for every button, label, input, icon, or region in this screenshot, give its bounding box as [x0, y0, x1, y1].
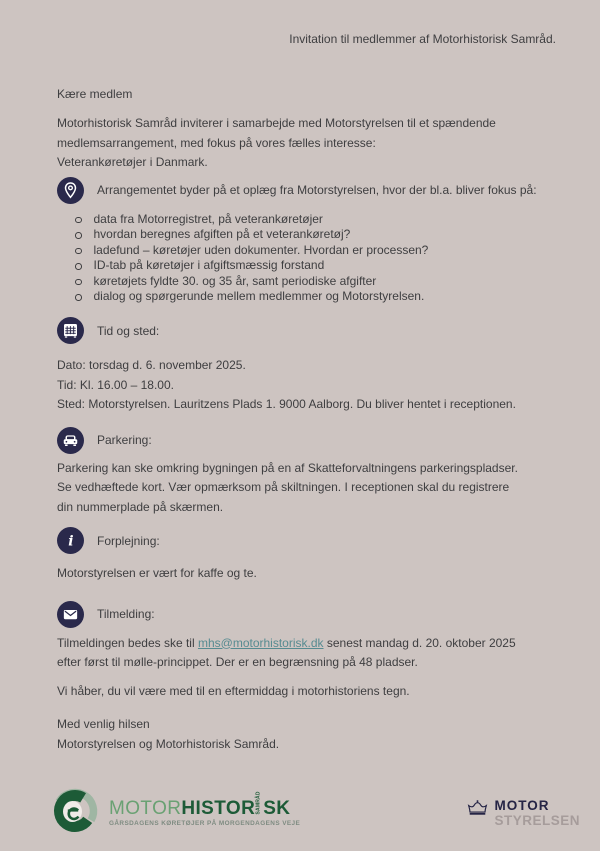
car-icon	[57, 427, 84, 454]
catering-heading: Forplejning:	[97, 533, 160, 548]
regards-line: Med venlig hilsen	[57, 717, 150, 732]
bullet-circle-icon	[75, 294, 82, 301]
list-item-text: ID-tab på køretøjer i afgiftsmæssig forstand	[93, 258, 325, 273]
salutation: Kære medlem	[57, 87, 133, 101]
signature-line: Motorstyrelsen og Motorhistorisk Samråd.	[57, 736, 280, 751]
parking-paragraph	[57, 459, 556, 518]
list-item-text: hvordan beregnes afgiften på et veterankøretøj?	[93, 227, 351, 242]
envelope-icon	[57, 601, 84, 628]
logo-word-motor-navy: MOTOR	[494, 797, 550, 813]
calendar-icon	[57, 317, 84, 344]
footer-logos	[0, 786, 600, 839]
list-item	[75, 212, 556, 228]
logo-word-styrelsen-gray: STYRELSEN	[494, 812, 580, 828]
parking-heading: Parkering:	[97, 433, 152, 448]
list-item-text: ladefund – køretøjer uden dokumenter. Hvordan er processen?	[93, 242, 429, 257]
list-item-text: dialog og spørgerunde mellem medlemmer og Motorstyrelsen.	[93, 289, 425, 304]
motorhistorisk-swirl-icon	[50, 786, 100, 839]
agenda-section-header	[57, 177, 556, 204]
intro-line: Motorhistorisk Samråd inviterer i samarbejde med Motorstyrelsen til et spændende	[57, 116, 496, 130]
closing-hope-text: Vi håber, du vil være med til en eftermiddag i motorhistoriens tegn.	[57, 683, 410, 698]
place-line: Sted: Motorstyrelsen. Lauritzens Plads 1. 9000 Aalborg. Du bliver hentet i receptionen.	[57, 397, 516, 412]
time-place-heading: Tid og sted:	[97, 323, 160, 338]
crown-icon	[466, 799, 489, 820]
motorstyrelsen-wordmark	[494, 798, 580, 828]
list-item	[75, 243, 556, 259]
motorhistorisk-samraad-logo	[50, 786, 300, 839]
page-title: Invitation til medlemmer af Motorhistorisk Samråd.	[289, 32, 556, 46]
logo-tagline: GÅRSDAGENS KØRETØJER PÅ MORGENDAGENS VEJE	[109, 819, 301, 827]
registration-paragraph	[57, 634, 537, 673]
intro-paragraph	[57, 114, 556, 173]
signature-block	[57, 715, 556, 754]
bullet-circle-icon	[75, 232, 82, 239]
catering-section-header	[57, 527, 556, 554]
list-item	[75, 227, 556, 243]
intro-line: Veterankøretøjer i Danmark.	[57, 155, 208, 169]
bullet-circle-icon	[75, 248, 82, 255]
agenda-heading: Arrangementet byder på et oplæg fra Motorstyrelsen, hvor der bl.a. bliver fokus på:	[97, 183, 537, 197]
catering-text: Motorstyrelsen er vært for kaffe og te.	[57, 566, 257, 581]
registration-text-before: Tilmeldingen bedes ske til	[57, 635, 198, 650]
intro-line: medlemsarrangement, med fokus på vores fælles interesse:	[57, 135, 376, 150]
parking-section-header	[57, 427, 556, 454]
motorstyrelsen-logo	[466, 798, 580, 828]
bullet-circle-icon	[75, 263, 82, 270]
list-item	[75, 274, 556, 290]
list-item	[75, 289, 556, 305]
motorhistorisk-wordmark	[109, 790, 301, 827]
logo-word-sk: SK	[263, 797, 291, 819]
logo-word-histor: HISTOR	[181, 797, 256, 819]
info-icon	[57, 527, 84, 554]
list-item	[75, 258, 556, 274]
logo-word-motor: MOTOR	[109, 797, 182, 819]
time-line: Tid: Kl. 16.00 – 18.00.	[57, 377, 174, 392]
parking-line: din nummerplade på skærmen.	[57, 499, 224, 514]
svg-text:i: i	[68, 533, 74, 550]
bullet-circle-icon	[75, 279, 82, 286]
registration-section-header	[57, 601, 556, 628]
logo-word-samraad-vertical: SAMRÅD	[255, 790, 262, 815]
bullet-circle-icon	[75, 217, 82, 224]
date-line: Dato: torsdag d. 6. november 2025.	[57, 358, 246, 373]
parking-line: Se vedhæftede kort. Vær opmærksom på skiltningen. I receptionen skal du registrere	[57, 480, 510, 495]
email-link[interactable]: mhs@motorhistorisk.dk	[197, 635, 324, 650]
time-place-section-header	[57, 317, 556, 344]
location-pin-icon	[57, 177, 84, 204]
list-item-text: data fra Motorregistret, på veterankøretøjer	[93, 211, 323, 226]
agenda-list	[57, 212, 556, 306]
parking-line: Parkering kan ske omkring bygningen på en af Skatteforvaltningens parkeringspladser.	[57, 460, 518, 475]
time-place-details	[57, 356, 556, 415]
registration-text-after: senest mandag d. 20. oktober 2025 efter først til mølle-princippet. Der er en begrænsning på 48 pladser.	[57, 635, 516, 670]
registration-heading: Tilmelding:	[97, 607, 155, 622]
list-item-text: køretøjets fyldte 30. og 35 år, samt periodiske afgifter	[93, 273, 377, 288]
